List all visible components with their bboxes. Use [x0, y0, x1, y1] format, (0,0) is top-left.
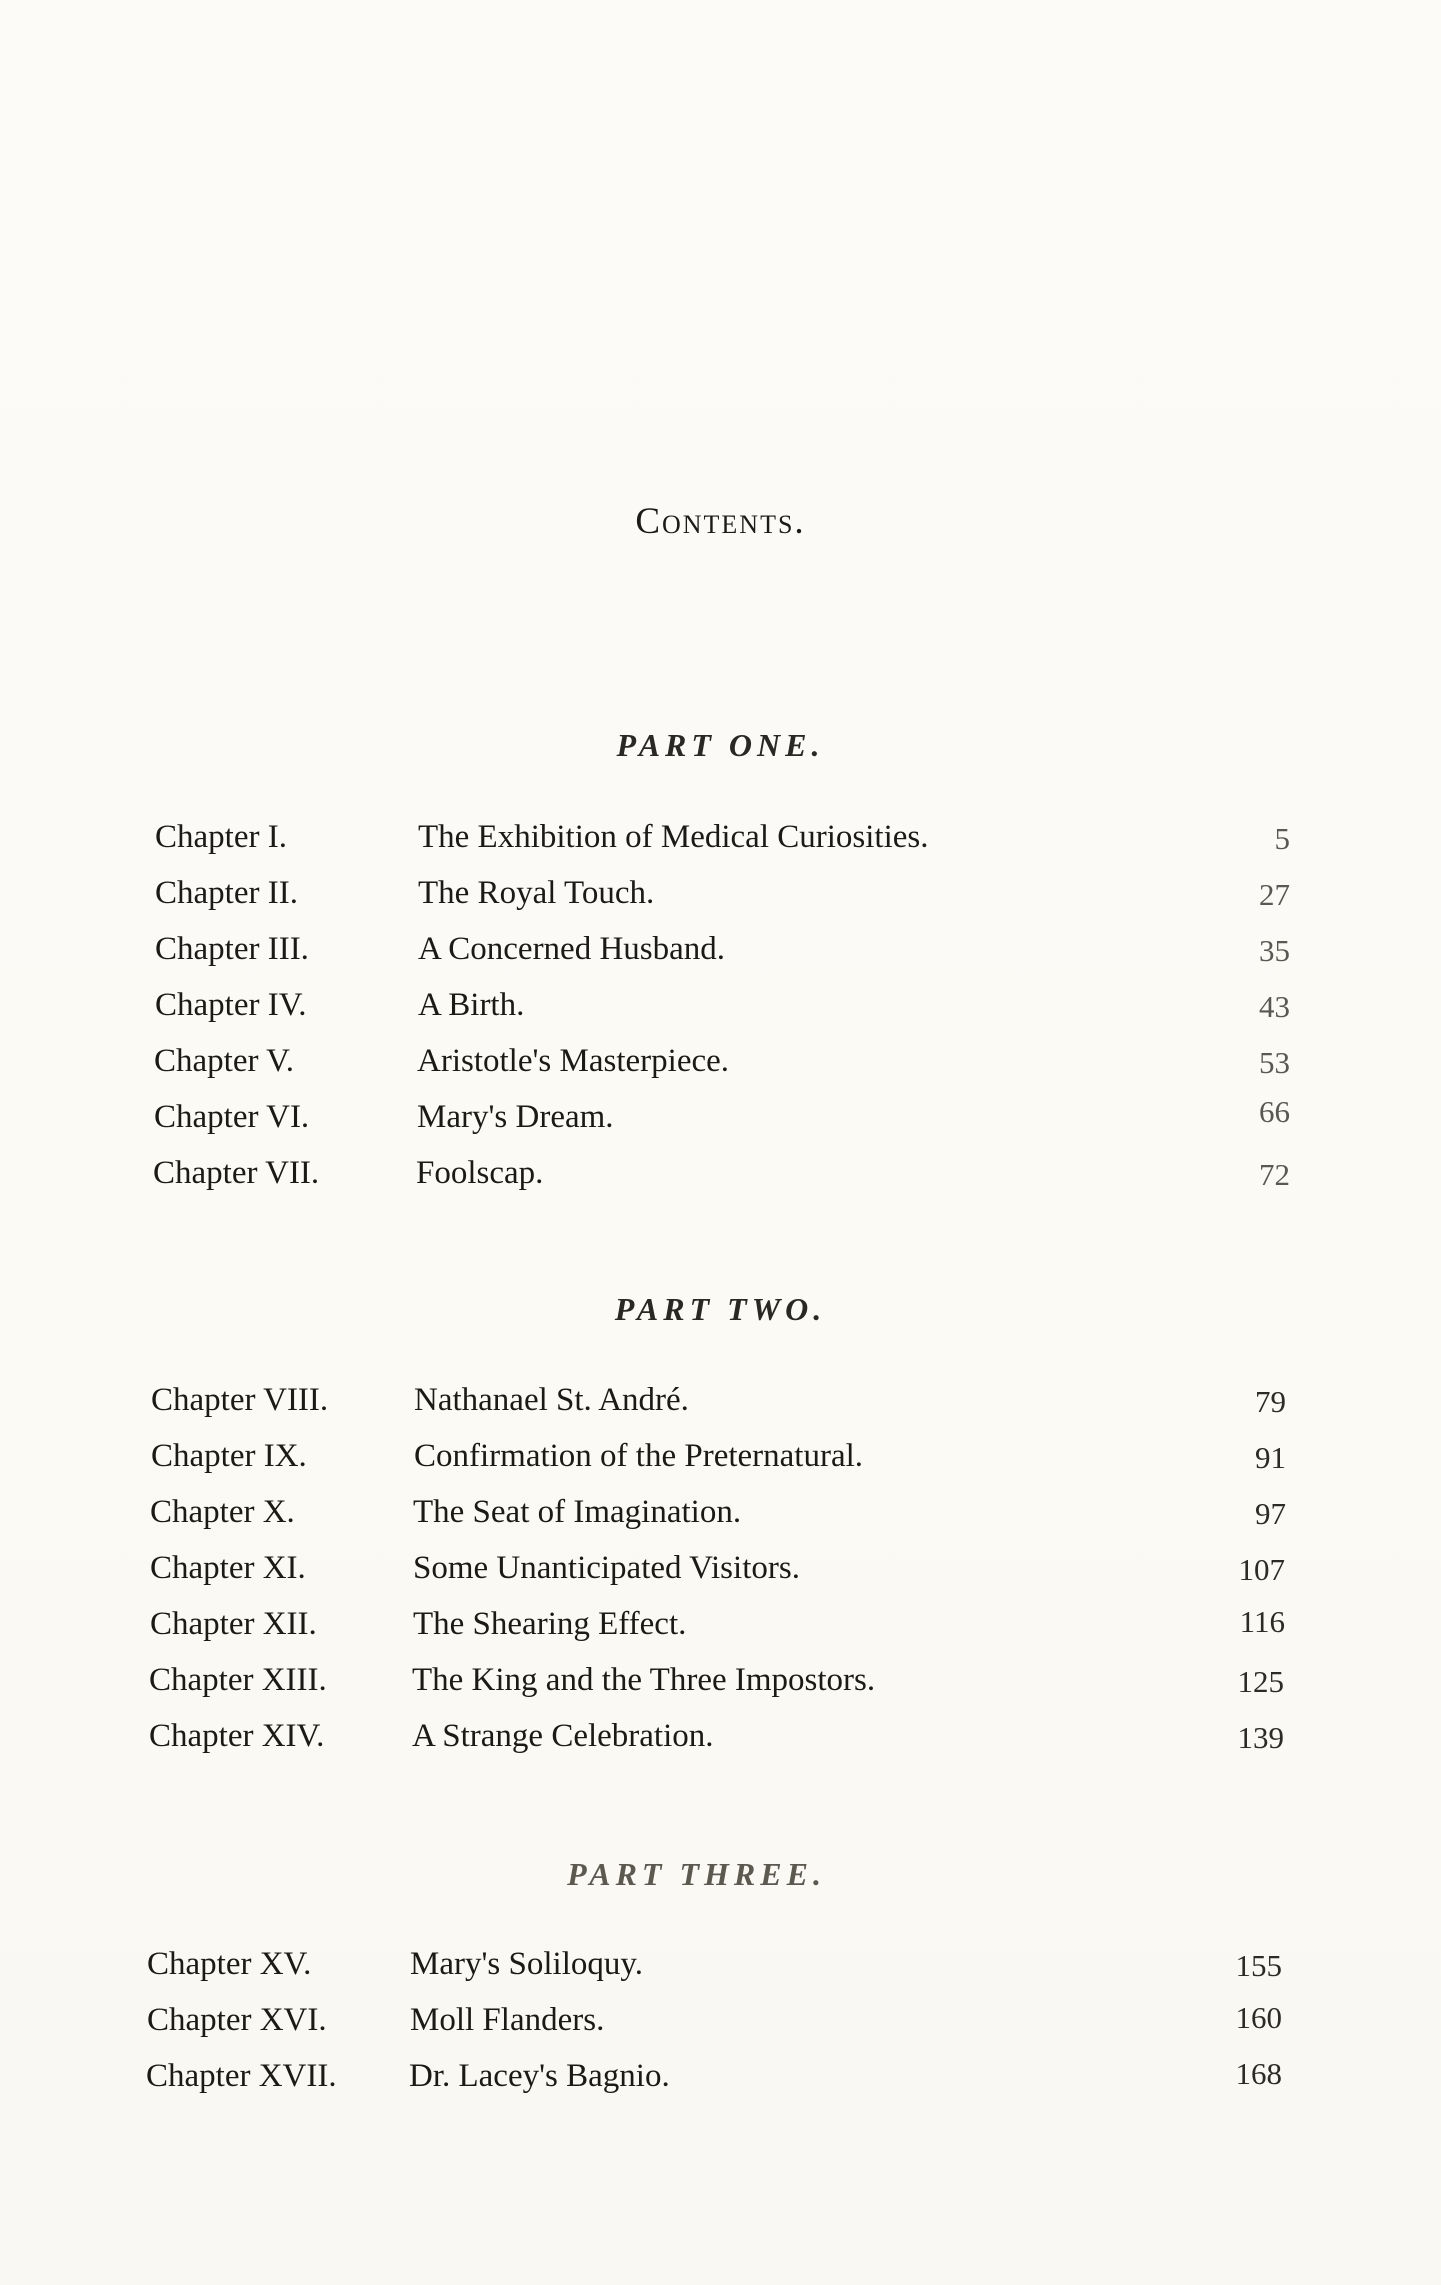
- page-number: 91: [1255, 1440, 1286, 1475]
- chapter-title: The Shearing Effect.: [413, 1606, 687, 1642]
- chapter-number: Chapter IV.: [155, 987, 307, 1023]
- chapter-number: Chapter II.: [155, 875, 298, 911]
- chapter-title: A Strange Celebration.: [412, 1718, 714, 1754]
- chapter-title: The Exhibition of Medical Curiosities.: [418, 819, 929, 855]
- chapter-number: Chapter I.: [155, 819, 287, 855]
- page-number: 160: [1235, 2000, 1282, 2035]
- page-number: 125: [1237, 1664, 1284, 1699]
- chapter-title: Dr. Lacey's Bagnio.: [409, 2058, 670, 2094]
- chapter-number: Chapter III.: [155, 931, 309, 967]
- part-three-heading: PART THREE.: [567, 1856, 826, 1892]
- page-number: 79: [1255, 1384, 1286, 1419]
- page-number: 43: [1259, 989, 1290, 1024]
- page-number: 66: [1259, 1094, 1290, 1129]
- chapter-number: Chapter IX.: [151, 1438, 307, 1474]
- chapter-title: Foolscap.: [416, 1155, 544, 1191]
- page-number: 107: [1238, 1552, 1285, 1587]
- chapter-number: Chapter X.: [150, 1494, 295, 1530]
- chapter-title: A Concerned Husband.: [418, 931, 726, 967]
- part-two-heading: PART TWO.: [614, 1291, 827, 1327]
- chapter-title: The Seat of Imagination.: [413, 1494, 742, 1530]
- chapter-number: Chapter XVII.: [146, 2058, 337, 2094]
- page-number: 139: [1237, 1720, 1284, 1755]
- chapter-number: Chapter VIII.: [151, 1382, 329, 1418]
- page-number: 116: [1239, 1604, 1285, 1639]
- page-number: 53: [1259, 1045, 1290, 1080]
- chapter-title: A Birth.: [418, 987, 525, 1023]
- page-number: 35: [1259, 933, 1290, 968]
- chapter-number: Chapter XV.: [147, 1946, 312, 1982]
- page-number: 27: [1259, 877, 1290, 912]
- chapter-number: Chapter VII.: [153, 1155, 320, 1191]
- chapter-title: The Royal Touch.: [418, 875, 655, 911]
- chapter-number: Chapter XI.: [150, 1550, 306, 1586]
- chapter-title: Mary's Soliloquy.: [410, 1946, 643, 1982]
- chapter-title: Some Unanticipated Visitors.: [413, 1550, 800, 1586]
- chapter-title: Aristotle's Masterpiece.: [417, 1043, 730, 1079]
- chapter-number: Chapter XIII.: [149, 1662, 327, 1698]
- chapter-title: Moll Flanders.: [410, 2002, 605, 2038]
- chapter-title: The King and the Three Impostors.: [412, 1662, 876, 1698]
- chapter-number: Chapter VI.: [154, 1099, 310, 1135]
- page-number: 155: [1235, 1948, 1282, 1983]
- chapter-number: Chapter V.: [154, 1043, 294, 1079]
- chapter-number: Chapter XVI.: [147, 2002, 327, 2038]
- chapter-number: Chapter XIV.: [149, 1718, 325, 1754]
- part-one-heading: PART ONE.: [616, 727, 825, 763]
- page-number: 168: [1235, 2056, 1282, 2091]
- chapter-number: Chapter XII.: [150, 1606, 317, 1642]
- page-number: 97: [1255, 1496, 1286, 1531]
- chapter-title: Mary's Dream.: [417, 1099, 614, 1135]
- chapter-title: Nathanael St. André.: [414, 1382, 689, 1418]
- page-number: 72: [1259, 1157, 1290, 1192]
- page-number: 5: [1274, 821, 1290, 856]
- chapter-title: Confirmation of the Preternatural.: [414, 1438, 864, 1474]
- contents-heading: Contents.: [635, 501, 806, 542]
